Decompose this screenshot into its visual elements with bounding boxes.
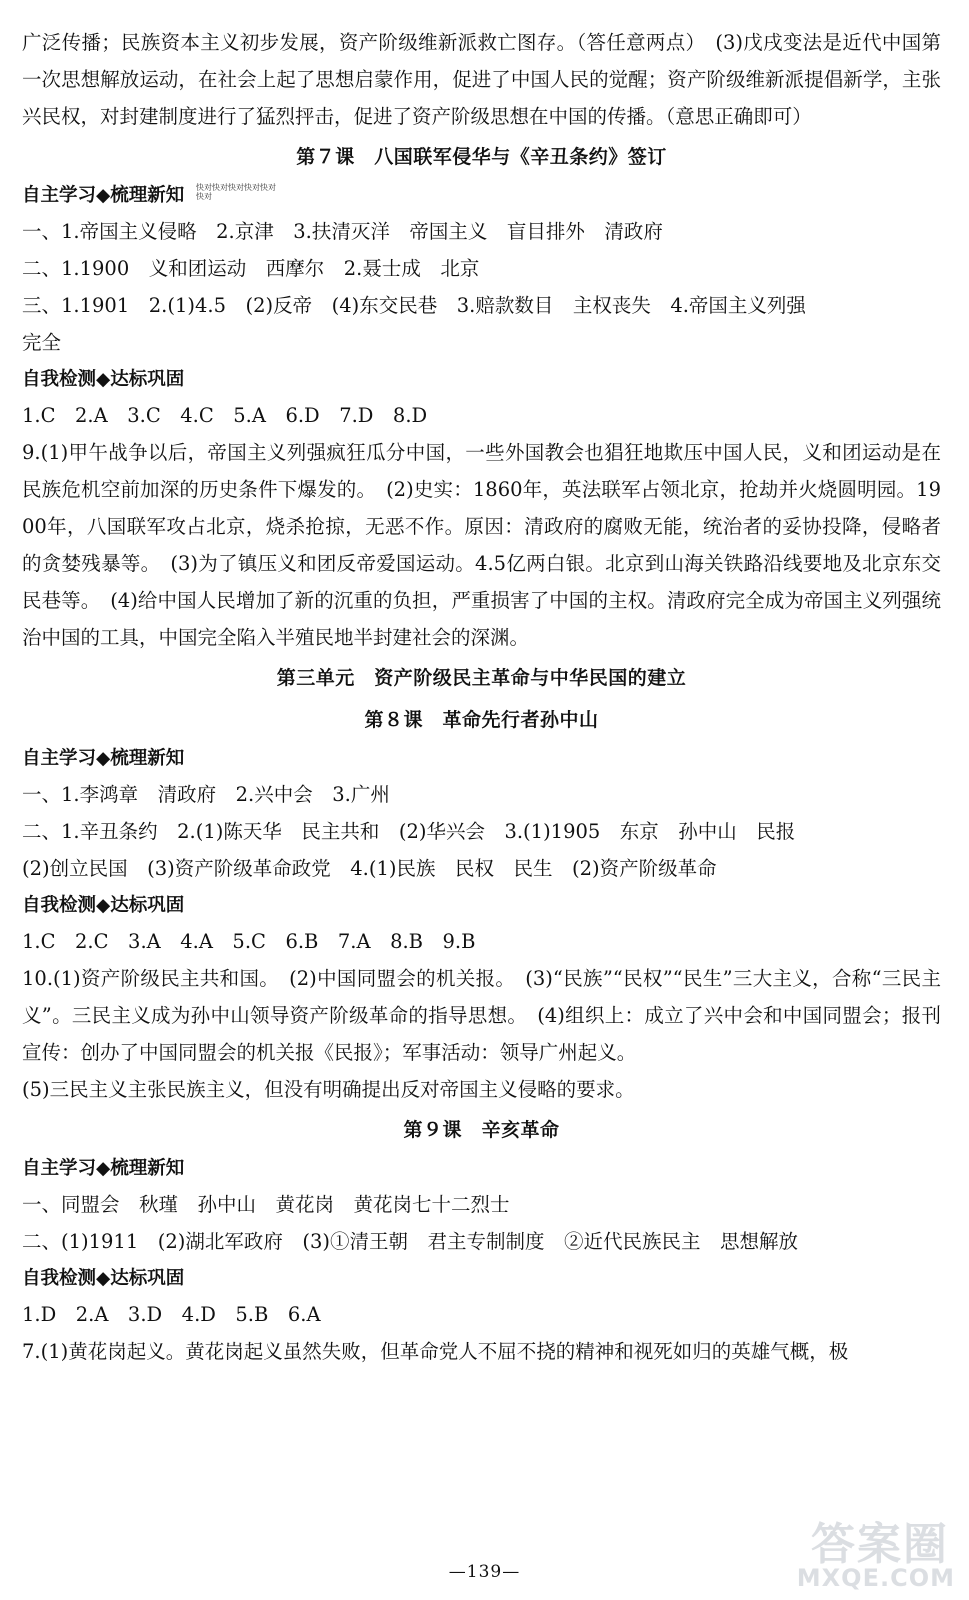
unit3-title: 第三单元 资产阶级民主革命与中华民国的建立 — [276, 667, 687, 689]
lesson8-check-heading: 自我检测◆达标巩固 — [22, 895, 185, 916]
lesson9-check-heading: 自我检测◆达标巩固 — [22, 1268, 185, 1289]
lesson8-study-line-1: 一、1.李鸿章 清政府 2.兴中会 3.广州 — [22, 783, 390, 806]
lesson7-study-line-2: 二、1.1900 义和团运动 西摩尔 2.聂士成 北京 — [22, 257, 480, 280]
lesson7-study-line-1: 一、1.帝国主义侵略 2.京津 3.扶清灭洋 帝国主义 盲目排外 清政府 — [22, 220, 663, 243]
lesson9-check-answers: 1.D 2.A 3.D 4.D 5.B 6.A — [22, 1303, 321, 1326]
lesson8-question-10-part5: (5)三民主义主张民族主义，但没有明确提出反对帝国主义侵略的要求。 — [22, 1078, 635, 1101]
stamp-text: 快对快对快对快对快对快对 — [196, 183, 276, 201]
lesson9-question-7: 7.(1)黄花岗起义。黄花岗起义虽然失败，但革命党人不屈不挠的精神和视死如归的英雄气概，极 — [22, 1340, 849, 1363]
lesson7-study-line-3: 三、1.1901 2.(1)4.5 (2)反帝 (4)东交民巷 3.赔款数目 主权丧失 4.帝国主义列强 — [22, 294, 806, 317]
lesson8-check-answers: 1.C 2.C 3.A 4.A 5.C 6.B 7.A 8.B 9.B — [22, 930, 476, 953]
intro-paragraph: 广泛传播；民族资本主义初步发展，资产阶级维新派救亡图存。（答任意两点） (3)戊戌变法是近代中国第一次思想解放运动，在社会上起了思想启蒙作用，促进了中国人民的觉醒；资产阶级维新派提倡新学，主张兴民权，对封建制度进行了猛烈抨击，促进了资产阶级思想在中国的传播。（意思正确即可） — [22, 31, 941, 128]
watermark-logo — [765, 1508, 961, 1594]
lesson8-study-line-3: (2)创立民国 (3)资产阶级革命政党 4.(1)民族 民权 民生 (2)资产阶级革命 — [22, 857, 717, 880]
watermark-text-cn: 答案圈 — [811, 1519, 949, 1570]
lesson8-title: 第８课 革命先行者孙中山 — [364, 709, 599, 731]
lesson9-study-heading: 自主学习◆梳理新知 — [22, 1158, 185, 1179]
page-number: —139— — [448, 1562, 521, 1582]
lesson9-title: 第９课 辛亥革命 — [403, 1119, 560, 1141]
lesson8-study-heading: 自主学习◆梳理新知 — [22, 748, 185, 769]
lesson7-study-heading — [22, 179, 941, 213]
lesson8-study-line-2: 二、1.辛丑条约 2.(1)陈天华 民主共和 (2)华兴会 3.(1)1905 东京 孙中山 民报 — [22, 820, 796, 843]
lesson9-study-line-1: 一、同盟会 秋瑾 孙中山 黄花岗 黄花岗七十二烈士 — [22, 1193, 510, 1216]
lesson7-study-line-4: 完全 — [22, 331, 62, 354]
watermark-text-en: MXQE.COM — [796, 1564, 955, 1592]
lesson8-question-10: 10.(1)资产阶级民主共和国。 (2)中国同盟会的机关报。 (3)“民族”“民权”“民生”三大主义，合称“三民主义”。三民主义成为孙中山领导资产阶级革命的指导思想。 (4)组织上：成立了兴中会和中国同盟会；报刊宣传：创办了中国同盟会的机关报《民报》；军事活动：领导广州起义。 — [22, 967, 941, 1064]
lesson7-check-heading: 自我检测◆达标巩固 — [22, 369, 185, 390]
lesson9-study-line-2: 二、(1)1911 (2)湖北军政府 (3)①清王朝 君主专制制度 ②近代民族民主 思想解放 — [22, 1230, 798, 1253]
lesson7-check-answers: 1.C 2.A 3.C 4.C 5.A 6.D 7.D 8.D — [22, 404, 428, 427]
lesson7-question-9: 9.(1)甲午战争以后，帝国主义列强疯狂瓜分中国，一些外国教会也猖狂地欺压中国人民，义和团运动是在民族危机空前加深的历史条件下爆发的。 (2)史实：1860年，英法联军占领北京，抢劫并火烧圆明园。1900年，八国联军攻占北京，烧杀抢掠，无恶不作。原因：清政府的腐败无能，统治者的妥协投降，侵略者的贪婪残暴等。 (3)为了镇压义和团反帝爱国运动。4.5亿两白银。北京到山海关铁路沿线要地及北京东交民巷等。 (4)给中国人民增加了新的沉重的负担，严重损害了中国的主权。清政府完全成为帝国主义列强统治中国的工具，中国完全陷入半殖民地半封建社会的深渊。 — [22, 441, 941, 649]
lesson7-title: 第７课 八国联军侵华与《辛丑条约》签订 — [296, 146, 667, 168]
lesson7-study-heading-text: 自主学习◆梳理新知 — [22, 185, 185, 206]
